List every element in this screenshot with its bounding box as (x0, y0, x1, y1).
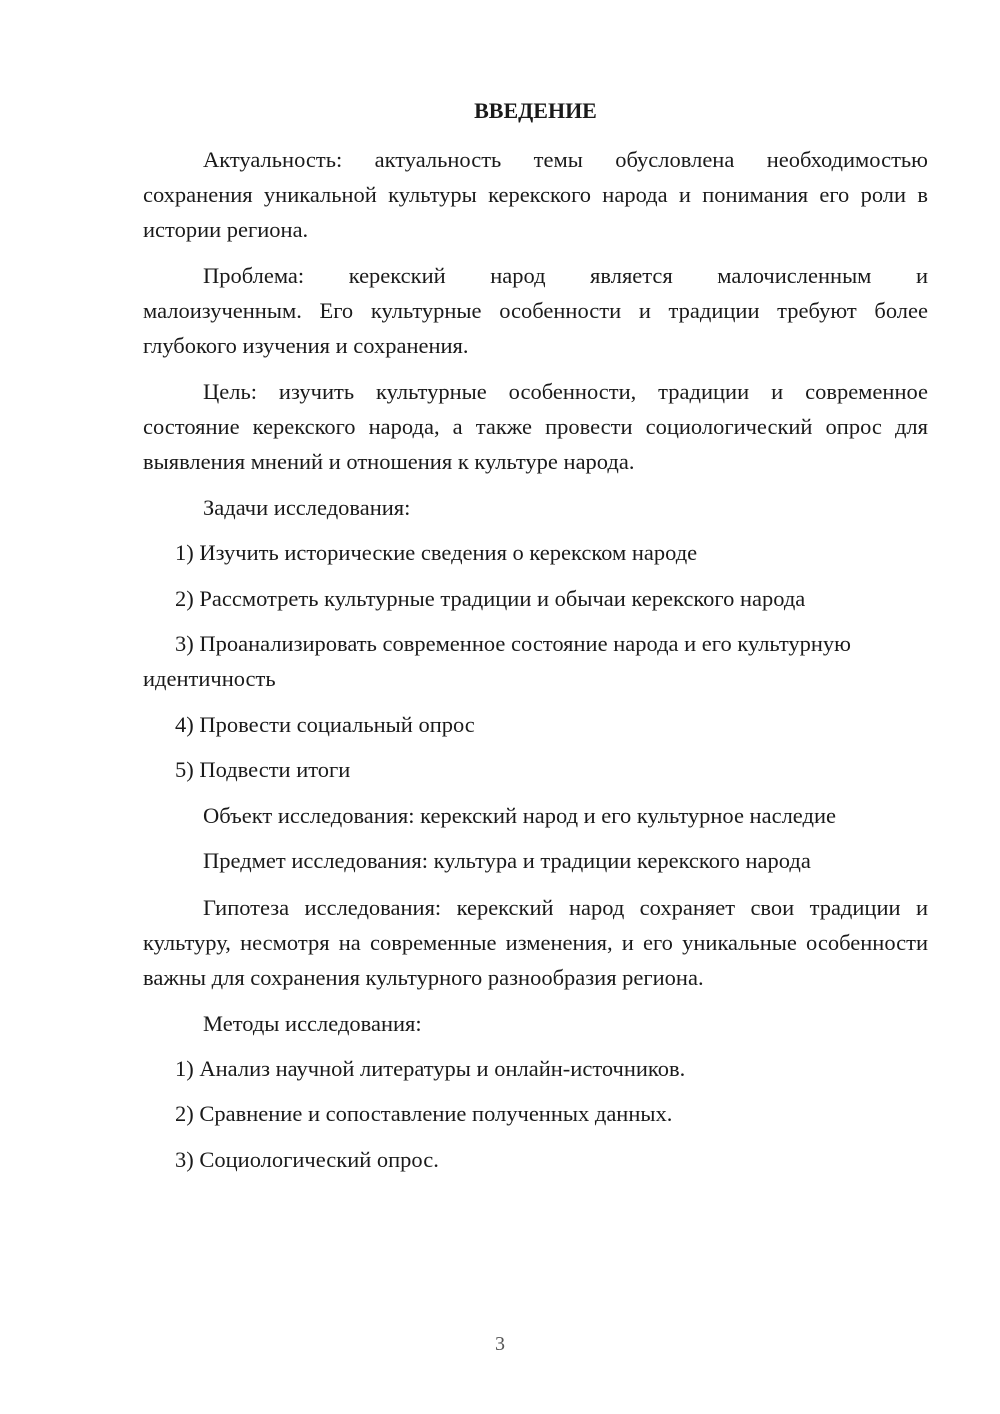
section-heading: ВВЕДЕНИЕ (474, 98, 597, 123)
relevance-paragraph: Актуальность: актуальность темы обусловлена необходимостью сохранения уникальной культуры керекского народа и понимания его роли в истории региона. (143, 147, 928, 242)
task-item-3: 3) Проанализировать современное состояние народа и его культурную идентичность (143, 631, 851, 691)
task-item-4: 4) Провести социальный опрос (175, 712, 475, 737)
tasks-label: Задачи исследования: (203, 495, 411, 520)
goal-paragraph: Цель: изучить культурные особенности, традиции и современное состояние керекского народа, а также провести социологический опрос для выявления мнений и отношения к культуре народа. (143, 379, 928, 474)
task-item-5: 5) Подвести итоги (175, 757, 351, 782)
method-item-3: 3) Социологический опрос. (175, 1147, 439, 1172)
task-item-2: 2) Рассмотреть культурные традиции и обычаи керекского народа (175, 586, 806, 611)
hypothesis-paragraph: Гипотеза исследования: керекский народ сохраняет свои традиции и культуру, несмотря на современные изменения, и его уникальные особенности важны для сохранения культурного разнообразия региона. (143, 895, 928, 990)
task-item-1: 1) Изучить исторические сведения о керекском народе (175, 540, 698, 565)
problem-paragraph-line1: Проблема: керекский народ является малочисленным и (203, 263, 928, 288)
subject-paragraph: Предмет исследования: культура и традиции керекского народа (203, 848, 811, 873)
object-paragraph: Объект исследования: керекский народ и его культурное наследие (203, 803, 836, 828)
method-item-2: 2) Сравнение и сопоставление полученных данных. (175, 1101, 673, 1126)
methods-label: Методы исследования: (203, 1011, 422, 1036)
problem-paragraph-rest: малоизученным. Его культурные особенности и традиции требуют более глубокого изучения и сохранения. (143, 298, 928, 358)
page-number: 3 (495, 1333, 505, 1355)
method-item-1: 1) Анализ научной литературы и онлайн-источников. (175, 1056, 686, 1081)
